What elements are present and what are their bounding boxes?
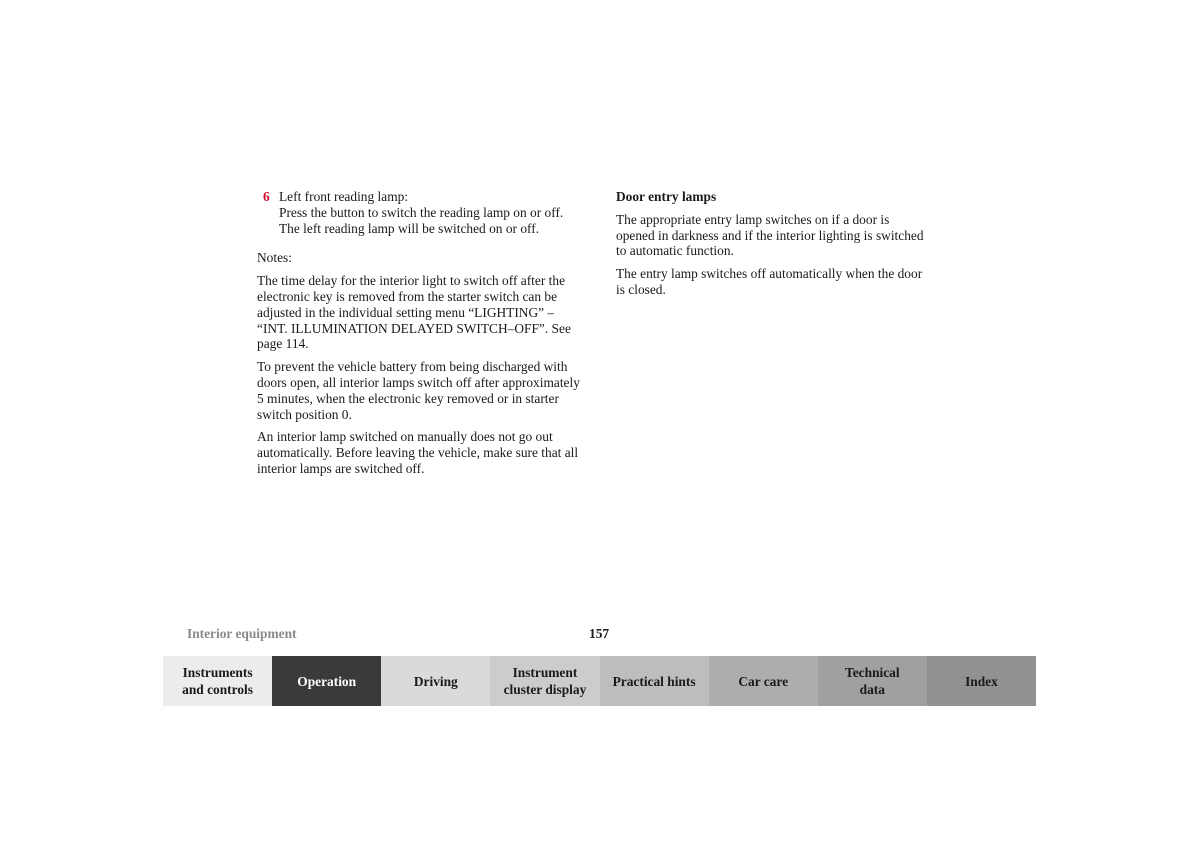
tab-technical-data[interactable]: Technical data xyxy=(818,656,927,706)
paragraph-entry-lamp-off: The entry lamp switches off automatically when the door is closed. xyxy=(616,266,923,297)
footer-section-title: Interior equipment xyxy=(187,626,297,641)
notes-label: Notes: xyxy=(257,250,292,266)
tab-instrument-cluster-display[interactable]: Instrument cluster display xyxy=(490,656,599,706)
item-title: Left front reading lamp: xyxy=(279,189,409,204)
item-number: 6 xyxy=(263,189,270,204)
paragraph-entry-lamp-on: The appropriate entry lamp switches on if a door is opened in darkness and if the interior lighting is switched to automatic function. xyxy=(616,211,924,259)
right-column xyxy=(616,189,926,305)
page-number: 157 xyxy=(589,626,610,641)
tab-index[interactable]: Index xyxy=(927,656,1036,706)
paragraph-battery: To prevent the vehicle battery from being discharged with doors open, all interior lamps switch off after approximately 5 minutes, when the electronic key removed or in starter switch position 0. xyxy=(257,359,580,422)
tab-driving[interactable]: Driving xyxy=(381,656,490,706)
tab-instruments-and-controls[interactable]: Instruments and controls xyxy=(163,656,272,706)
paragraph-time-delay: The time delay for the interior light to switch off after the electronic key is removed from the starter switch can be adjusted in the individual setting menu “LIGHTING” – “INT. ILLUMINATION DELAYED SWITCH–OFF”. See page 114. xyxy=(257,273,571,352)
section-heading: Door entry lamps xyxy=(616,189,717,204)
chapter-tab-bar xyxy=(163,656,1036,706)
tab-car-care[interactable]: Car care xyxy=(709,656,818,706)
item-text: Press the button to switch the reading lamp on or off. The left reading lamp will be switched on or off. xyxy=(279,204,564,236)
tab-operation[interactable]: Operation xyxy=(272,656,381,706)
tab-practical-hints[interactable]: Practical hints xyxy=(600,656,709,706)
left-column xyxy=(257,189,587,484)
paragraph-manual-lamp: An interior lamp switched on manually does not go out automatically. Before leaving the vehicle, make sure that all interior lamps are switched off. xyxy=(257,429,579,476)
list-item-left-front-reading-lamp xyxy=(257,189,587,236)
